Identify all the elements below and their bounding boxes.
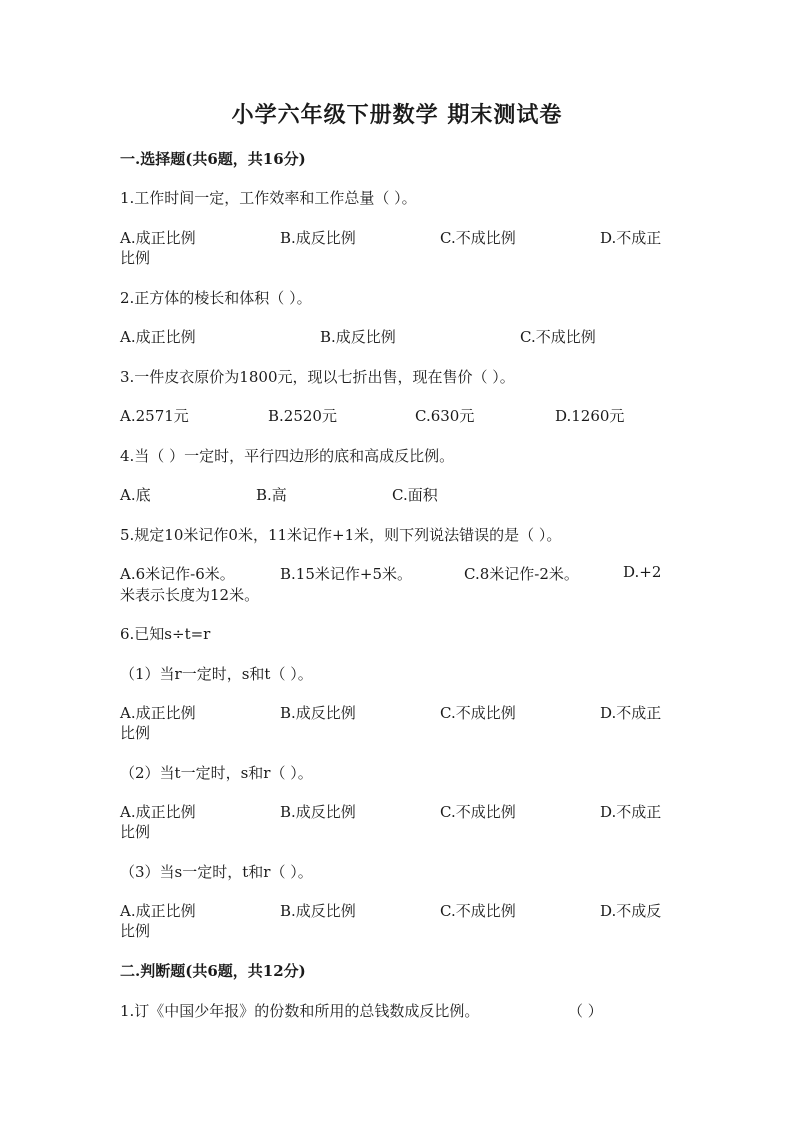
- option-a: A.成正比例: [120, 704, 196, 722]
- option-b: B.2520元: [268, 407, 337, 425]
- option-b: B.成反比例: [320, 328, 396, 346]
- option-c: C.不成比例: [440, 229, 516, 247]
- option-d: D.1260元: [555, 407, 625, 425]
- option-d: D.不成正: [600, 229, 662, 247]
- option-c: C.不成比例: [440, 902, 516, 920]
- section-heading-judgment: 二.判断题(共6题，共12分): [120, 962, 306, 980]
- option-d: D.不成反: [600, 902, 662, 920]
- question-stem: 2.正方体的棱长和体积（ ）。: [120, 289, 312, 307]
- option-wrap: 比例: [120, 823, 151, 841]
- option-wrap: 比例: [120, 922, 151, 940]
- option-b: B.成反比例: [280, 704, 356, 722]
- sub-question-stem: （3）当s一定时，t和r（ ）。: [120, 863, 313, 881]
- section-heading-choice: 一.选择题(共6题，共16分): [120, 150, 306, 168]
- option-a: A.底: [120, 486, 151, 504]
- option-a: A.成正比例: [120, 328, 196, 346]
- option-b: B.成反比例: [280, 229, 356, 247]
- option-c: C.不成比例: [440, 704, 516, 722]
- option-c: C.630元: [415, 407, 475, 425]
- option-wrap: 比例: [120, 249, 151, 267]
- question-stem: 5.规定10米记作0米，11米记作+1米，则下列说法错误的是（ ）。: [120, 526, 562, 544]
- option-c: C.不成比例: [520, 328, 596, 346]
- option-c: C.不成比例: [440, 803, 516, 821]
- option-d: D.不成正: [600, 803, 662, 821]
- option-b: B.成反比例: [280, 803, 356, 821]
- question-stem: 3.一件皮衣原价为1800元，现以七折出售，现在售价（ ）。: [120, 368, 515, 386]
- option-c: C.8米记作-2米。: [464, 565, 579, 583]
- option-d: D.+2: [623, 563, 662, 581]
- answer-paren: （ ）: [568, 1002, 603, 1020]
- question-stem: 4.当（ ）一定时，平行四边形的底和高成反比例。: [120, 447, 455, 465]
- option-wrap: 米表示长度为12米。: [120, 586, 260, 604]
- sub-question-stem: （1）当r一定时，s和t（ ）。: [120, 665, 313, 683]
- option-b: B.15米记作+5米。: [280, 565, 412, 583]
- option-a: A.成正比例: [120, 803, 196, 821]
- option-a: A.成正比例: [120, 229, 196, 247]
- page-title: 小学六年级下册数学 期末测试卷: [231, 102, 563, 128]
- option-a: A.6米记作-6米。: [120, 565, 235, 583]
- option-b: B.成反比例: [280, 902, 356, 920]
- option-a: A.2571元: [120, 407, 189, 425]
- option-d: D.不成正: [600, 704, 662, 722]
- option-c: C.面积: [392, 486, 438, 504]
- question-stem: 1.订《中国少年报》的份数和所用的总钱数成反比例。: [120, 1002, 480, 1020]
- question-stem: 6.已知s÷t=r: [120, 625, 211, 643]
- option-a: A.成正比例: [120, 902, 196, 920]
- option-wrap: 比例: [120, 724, 151, 742]
- question-stem: 1.工作时间一定，工作效率和工作总量（ ）。: [120, 189, 417, 207]
- sub-question-stem: （2）当t一定时，s和r（ ）。: [120, 764, 313, 782]
- option-b: B.高: [256, 486, 287, 504]
